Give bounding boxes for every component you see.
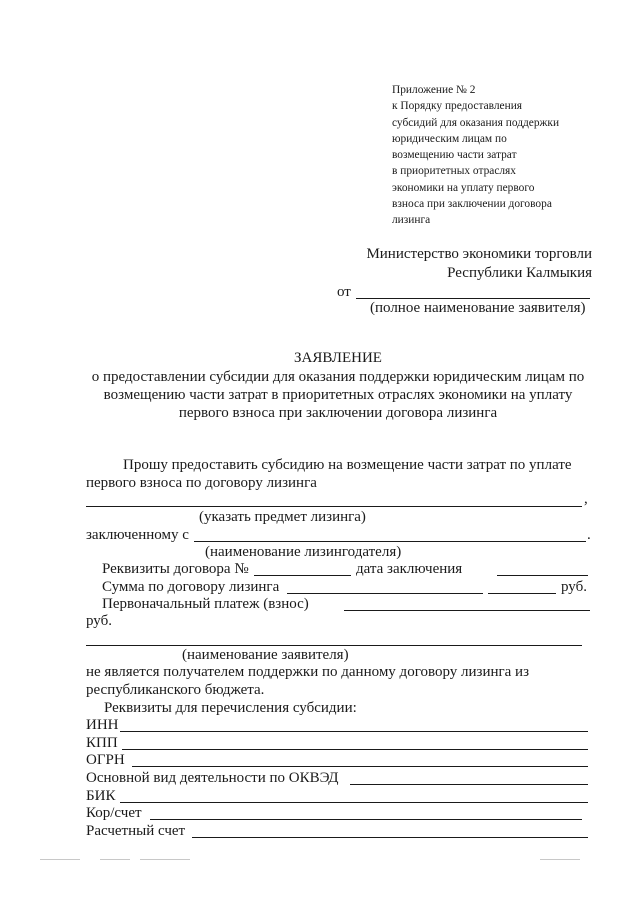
corr-account-label: Кор/счет xyxy=(86,805,142,821)
kpp-label: КПП xyxy=(86,735,118,751)
bik-field[interactable] xyxy=(120,802,588,803)
kpp-field[interactable] xyxy=(122,749,588,750)
applicant-name-field[interactable] xyxy=(356,298,590,299)
currency-label: руб. xyxy=(86,613,112,629)
document-title: ЗАЯВЛЕНИЕ xyxy=(294,350,382,366)
contract-number-field[interactable] xyxy=(254,575,351,576)
not-recipient-text: не является получателем поддержки по данному договору лизинга из xyxy=(86,664,530,680)
inn-field[interactable] xyxy=(120,731,588,732)
scan-speck xyxy=(40,859,80,860)
corr-account-field[interactable] xyxy=(150,819,582,820)
request-text: первого взноса по договору лизинга xyxy=(86,475,317,491)
appendix-line: взноса при заключении договора xyxy=(392,198,552,211)
scan-artifacts xyxy=(40,857,600,863)
addressee-republic: Республики Калмыкия xyxy=(447,265,592,281)
ogrn-label: ОГРН xyxy=(86,752,125,768)
applicant-name-hint: (полное наименование заявителя) xyxy=(370,300,586,316)
appendix-line: субсидий для оказания поддержки xyxy=(392,116,560,129)
bik-label: БИК xyxy=(86,788,116,804)
comma: , xyxy=(584,491,588,507)
applicant-name-hint-2: (наименование заявителя) xyxy=(182,647,349,663)
appendix-line: юридическим лицам по xyxy=(392,132,507,145)
leasing-subject-field[interactable] xyxy=(86,506,582,507)
settlement-account-label: Расчетный счет xyxy=(86,823,186,839)
appendix-line: возмещению части затрат xyxy=(392,149,517,162)
initial-payment-field[interactable] xyxy=(344,610,590,611)
scan-speck xyxy=(140,859,190,860)
bank-details-heading: Реквизиты для перечисления субсидии: xyxy=(104,700,357,716)
okved-field[interactable] xyxy=(350,784,588,785)
applicant-name-field-2[interactable] xyxy=(86,645,582,646)
scan-speck xyxy=(100,859,130,860)
lessor-hint: (наименование лизингодателя) xyxy=(205,544,402,560)
inn-label: ИНН xyxy=(86,717,119,733)
appendix-line: экономики на уплату первого xyxy=(392,181,535,194)
scan-speck xyxy=(540,859,580,860)
conclusion-date-label: дата заключения xyxy=(356,561,463,577)
from-label: от xyxy=(337,284,351,300)
ogrn-field[interactable] xyxy=(132,766,588,767)
contract-number-label: Реквизиты договора № xyxy=(102,561,249,577)
appendix-note xyxy=(392,82,559,229)
concluded-label: заключенному с xyxy=(86,527,189,543)
okved-label: Основной вид деятельности по ОКВЭД xyxy=(86,770,339,786)
contract-sum-kopecks-field[interactable] xyxy=(488,593,556,594)
leasing-subject-hint: (указать предмет лизинга) xyxy=(199,509,366,525)
appendix-line: в приоритетных отраслях xyxy=(392,165,516,178)
appendix-line: Приложение № 2 xyxy=(392,84,476,96)
conclusion-date-field[interactable] xyxy=(497,575,588,576)
addressee-ministry: Министерство экономики торговли xyxy=(366,246,592,262)
currency-label: руб. xyxy=(561,579,587,595)
not-recipient-text: республиканского бюджета. xyxy=(86,682,265,698)
contract-sum-field[interactable] xyxy=(287,593,483,594)
appendix-line: к Порядку предоставления xyxy=(392,100,523,113)
request-text: Прошу предоставить субсидию на возмещение части затрат по уплате xyxy=(123,457,572,473)
document-subtitle: первого взноса при заключении договора лизинга xyxy=(178,405,498,421)
settlement-account-field[interactable] xyxy=(192,837,588,838)
contract-sum-label: Сумма по договору лизинга xyxy=(102,579,280,595)
initial-payment-label: Первоначальный платеж (взнос) xyxy=(102,596,309,612)
lessor-field[interactable] xyxy=(194,541,586,542)
document-subtitle: о предоставлении субсидии для оказания поддержки юридическим лицам по xyxy=(91,369,585,385)
period: . xyxy=(587,527,591,543)
appendix-line: лизинга xyxy=(392,214,431,227)
document-subtitle: возмещению части затрат в приоритетных отраслях экономики на уплату xyxy=(103,387,573,403)
